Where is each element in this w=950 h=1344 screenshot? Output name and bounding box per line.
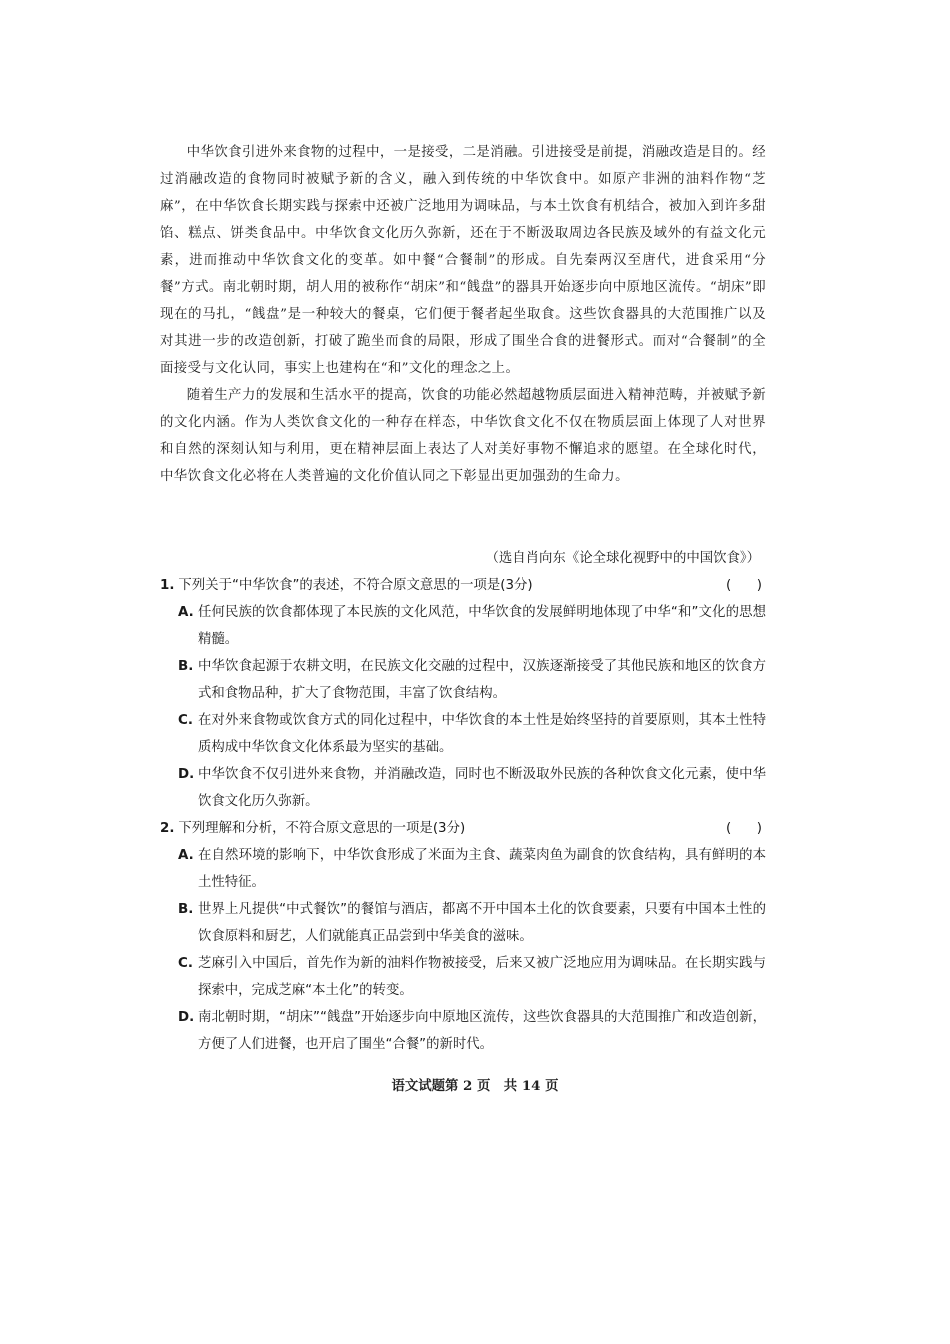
option-text: 世界上凡提供“中式餐饮”的餐馆与酒店，都离不开中国本土化的饮食要素，只要有中国本土性的饮食原料和厨艺，人们就能真正品尝到中华美食的滋味。	[198, 902, 766, 944]
option-letter: B.	[178, 902, 194, 917]
passage-source: （选自肖向东《论全球化视野中的中国饮食》）	[485, 551, 760, 566]
option-letter: D.	[178, 767, 195, 782]
question-list	[160, 572, 766, 1058]
question-stem	[160, 815, 766, 842]
question-stem	[160, 572, 766, 599]
question-text: 下列关于“中华饮食”的表述，不符合原文意思的一项是(3分)	[178, 578, 533, 593]
option-c	[160, 950, 766, 1004]
option-text: 在自然环境的影响下，中华饮食形成了米面为主食、蔬菜肉鱼为副食的饮食结构，具有鲜明的本土性特征。	[198, 848, 766, 890]
option-b	[160, 653, 766, 707]
option-a	[160, 599, 766, 653]
option-letter: C.	[178, 713, 193, 728]
question-number: 2.	[160, 821, 175, 836]
question-2	[160, 815, 766, 1058]
option-text: 芝麻引入中国后，首先作为新的油料作物被接受，后来又被广泛地应用为调味品。在长期实践与探索中，完成芝麻“本土化”的转变。	[198, 956, 766, 998]
question-number: 1.	[160, 578, 175, 593]
option-a	[160, 842, 766, 896]
option-text: 中华饮食起源于农耕文明，在民族文化交融的过程中，汉族逐渐接受了其他民族和地区的饮食方式和食物品种，扩大了食物范围，丰富了饮食结构。	[198, 659, 766, 701]
option-text: 南北朝时期，“胡床”“䬻盘”开始逐步向中原地区流传，这些饮食器具的大范围推广和改造创新，方便了人们进餐，也开启了围坐“合餐”的新时代。	[198, 1010, 766, 1052]
option-b	[160, 896, 766, 950]
option-d	[160, 761, 766, 815]
answer-blank: ( )	[726, 578, 762, 593]
reading-passage	[160, 139, 766, 490]
option-text: 中华饮食不仅引进外来食物，并消融改造，同时也不断汲取外民族的各种饮食文化元素，使中华饮食文化历久弥新。	[198, 767, 766, 809]
passage-paragraph-1: 中华饮食引进外来食物的过程中，一是接受，二是消融。引进接受是前提，消融改造是目的。经过消融改造的食物同时被赋予新的含义，融入到传统的中华饮食中。如原产非洲的油料作物“芝麻”，在中华饮食长期实践与探索中还被广泛地用为调味品，与本土饮食有机结合，被加入到许多甜馅、糕点、饼类食品中。中华饮食文化历久弥新，还在于不断汲取周边各民族及域外的有益文化元素，进而推动中华饮食文化的变革。如中餐“合餐制”的形成。自先秦两汉至唐代，进食采用“分餐”方式。南北朝时期，胡人用的被称作“胡床”和“䬻盘”的器具开始逐步向中原地区流传。“胡床”即现在的马扎，“䬻盘”是一种较大的餐桌，它们便于餐者起坐取食。这些饮食器具的大范围推广以及对其进一步的改造创新，打破了跪坐而食的局限，形成了围坐合食的进餐形式。而对“合餐制”的全面接受与文化认同，事实上也建构在“和”文化的理念之上。	[160, 145, 766, 376]
page-footer: 语文试题第 2 页 共 14 页	[391, 1078, 559, 1094]
answer-blank: ( )	[726, 821, 762, 836]
option-letter: C.	[178, 956, 193, 971]
question-1	[160, 572, 766, 815]
option-letter: D.	[178, 1010, 195, 1025]
option-letter: A.	[178, 848, 194, 863]
question-text: 下列理解和分析，不符合原文意思的一项是(3分)	[178, 821, 466, 836]
passage-paragraph-2: 随着生产力的发展和生活水平的提高，饮食的功能必然超越物质层面进入精神范畴，并被赋予新的文化内涵。作为人类饮食文化的一种存在样态，中华饮食文化不仅在物质层面上体现了人对世界和自然的深刻认知与利用，更在精神层面上表达了人对美好事物不懈追求的愿望。在全球化时代，中华饮食文化必将在人类普遍的文化价值认同之下彰显出更加强劲的生命力。	[160, 388, 766, 484]
option-letter: A.	[178, 605, 194, 620]
option-text: 在对外来食物或饮食方式的同化过程中，中华饮食的本土性是始终坚持的首要原则，其本土性特质构成中华饮食文化体系最为坚实的基础。	[198, 713, 766, 755]
option-text: 任何民族的饮食都体现了本民族的文化风范，中华饮食的发展鲜明地体现了中华“和”文化的思想精髓。	[198, 605, 766, 647]
option-d	[160, 1004, 766, 1058]
option-c	[160, 707, 766, 761]
option-letter: B.	[178, 659, 194, 674]
